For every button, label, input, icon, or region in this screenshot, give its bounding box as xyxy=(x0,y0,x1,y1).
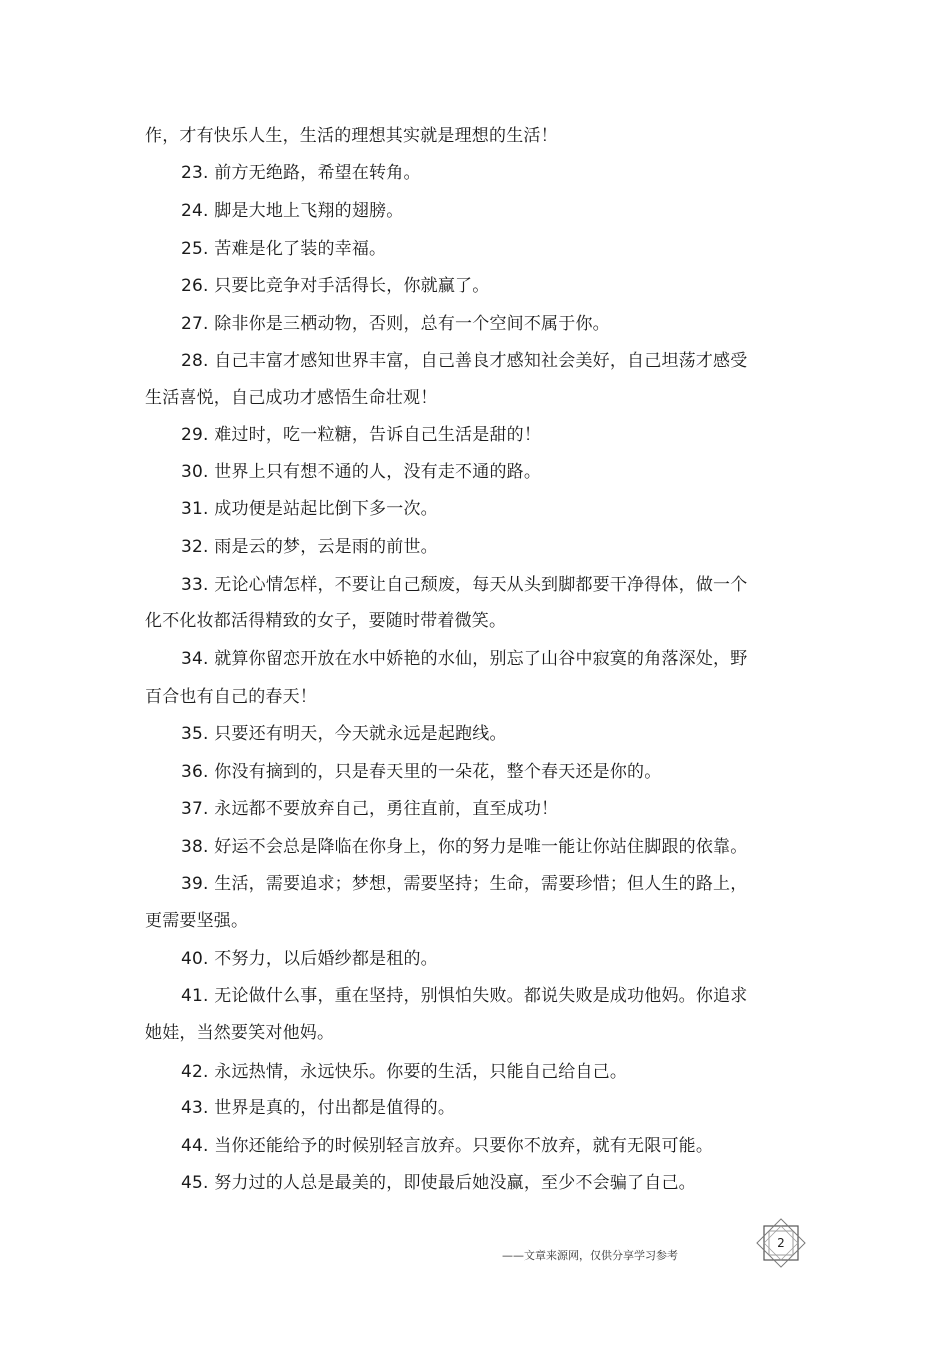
page-number-badge xyxy=(756,1218,806,1268)
text-line: 26. 只要比竞争对手活得长，你就赢了。 xyxy=(181,276,490,296)
text-line: 28. 自己丰富才感知世界丰富，自己善良才感知社会美好，自己坦荡才感受 xyxy=(181,351,748,371)
text-line: 百合也有自己的春天！ xyxy=(145,687,317,707)
text-line: 43. 世界是真的，付出都是值得的。 xyxy=(181,1098,456,1118)
text-line: 37. 永远都不要放弃自己，勇往直前，直至成功！ xyxy=(181,799,559,819)
text-line: 40. 不努力，以后婚纱都是租的。 xyxy=(181,949,438,969)
text-line: 29. 难过时，吃一粒糖，告诉自己生活是甜的！ xyxy=(181,425,542,445)
text-line: 36. 你没有摘到的，只是春天里的一朵花，整个春天还是你的。 xyxy=(181,762,662,782)
text-line: 作，才有快乐人生，生活的理想其实就是理想的生活！ xyxy=(145,126,558,146)
text-line: 生活喜悦，自己成功才感悟生命壮观！ xyxy=(145,388,438,408)
text-line: 33. 无论心情怎样，不要让自己颓废，每天从头到脚都要干净得体，做一个 xyxy=(181,575,748,595)
text-line: 她娃，当然要笑对他妈。 xyxy=(145,1023,335,1043)
text-line: 化不化妆都活得精致的女子，要随时带着微笑。 xyxy=(145,611,507,631)
text-line: 41. 无论做什么事，重在坚持，别惧怕失败。都说失败是成功他妈。你追求 xyxy=(181,986,748,1006)
text-line: 39. 生活，需要追求；梦想，需要坚持；生命，需要珍惜；但人生的路上， xyxy=(181,874,748,894)
text-line: 32. 雨是云的梦，云是雨的前世。 xyxy=(181,537,438,557)
footer-source-note: ——文章来源网，仅供分享学习参考 xyxy=(502,1249,678,1262)
text-line: 34. 就算你留恋开放在水中娇艳的水仙，别忘了山谷中寂寞的角落深处，野 xyxy=(181,649,748,669)
text-line: 27. 除非你是三栖动物，否则，总有一个空间不属于你。 xyxy=(181,314,610,334)
text-line: 35. 只要还有明天，今天就永远是起跑线。 xyxy=(181,724,507,744)
page-number: 2 xyxy=(777,1236,785,1250)
text-line: 42. 永远热情，永远快乐。你要的生活，只能自己给自己。 xyxy=(181,1062,628,1082)
text-line: 45. 努力过的人总是最美的，即使最后她没赢，至少不会骗了自己。 xyxy=(181,1173,696,1193)
text-line: 44. 当你还能给予的时候别轻言放弃。只要你不放弃，就有无限可能。 xyxy=(181,1136,714,1156)
text-line: 23. 前方无绝路，希望在转角。 xyxy=(181,163,421,183)
text-line: 31. 成功便是站起比倒下多一次。 xyxy=(181,499,438,519)
text-line: 25. 苦难是化了装的幸福。 xyxy=(181,239,387,259)
text-line: 30. 世界上只有想不通的人，没有走不通的路。 xyxy=(181,462,542,482)
text-line: 24. 脚是大地上飞翔的翅膀。 xyxy=(181,201,404,221)
text-line: 38. 好运不会总是降临在你身上，你的努力是唯一能让你站住脚跟的依靠。 xyxy=(181,837,748,857)
text-line: 更需要坚强。 xyxy=(145,911,249,931)
